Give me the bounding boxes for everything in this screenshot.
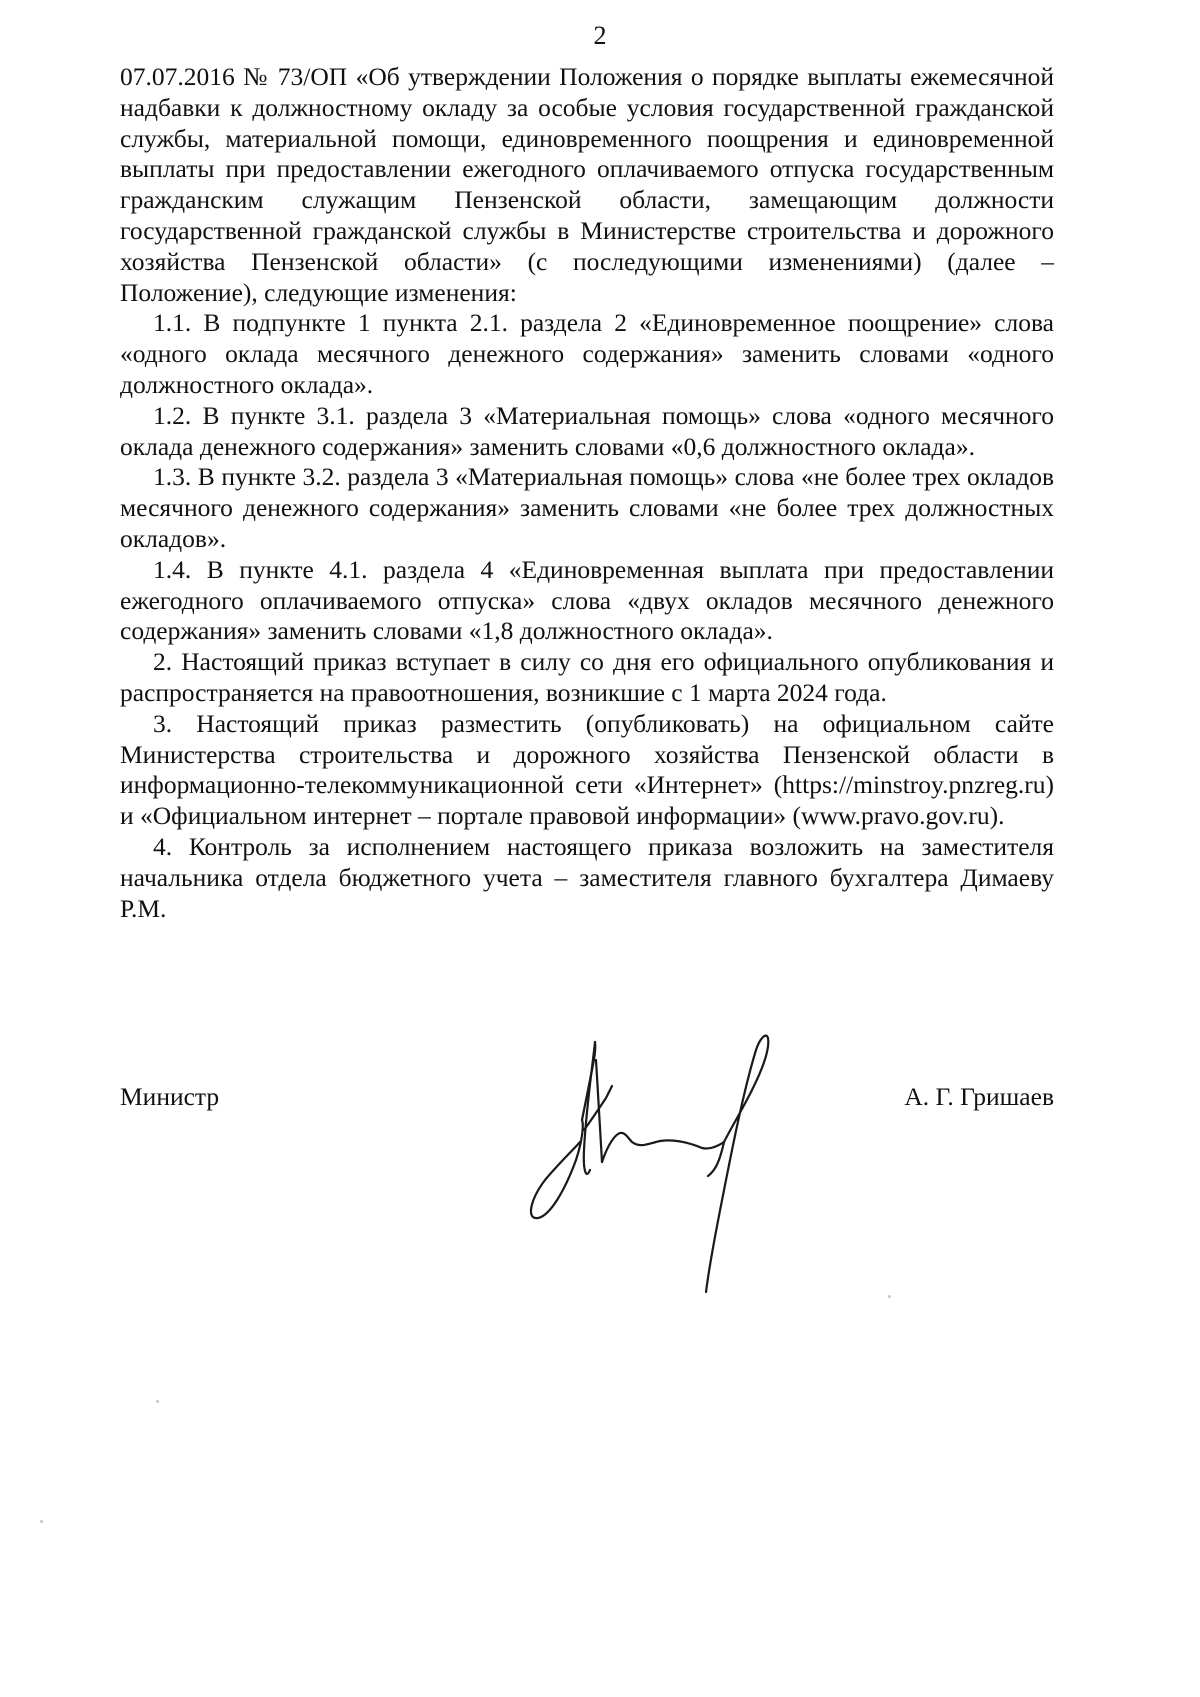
signatory-position: Министр: [120, 1082, 220, 1111]
page-number: 2: [593, 21, 607, 50]
paragraph-3: 3. Настоящий приказ разместить (опубликовать) на официальном сайте Министерства строительства и дорожного хозяйства Пензенской области в информационно-телекоммуникационной сети «Интернет» (https://minstroy.pnzreg.ru) и «Официальном интернет – портале правовой информации» (www.pravo.gov.ru).: [120, 708, 1054, 831]
signature-stroke-tail: [602, 1133, 724, 1162]
paragraph-1-3: 1.3. В пункте 3.2. раздела 3 «Материальная помощь» слова «не более трех окладов месячного денежного содержания» заменить словами «не более трех должностных окладов».: [120, 462, 1054, 553]
handwritten-signature: [520, 1030, 850, 1300]
signature-stroke-descender: [706, 1036, 768, 1292]
scan-speck: [156, 1400, 159, 1403]
paragraph-1-2: 1.2. В пункте 3.1. раздела 3 «Материальная помощь» слова «одного месячного оклада денежного содержания» заменить словами «0,6 должностного оклада».: [120, 400, 1054, 461]
signature-stroke-loop: [531, 1120, 583, 1218]
paragraph-2: 2. Настоящий приказ вступает в силу со дня его официального опубликования и распространяется на правоотношения, возникшие с 1 марта 2024 года.: [120, 647, 1054, 707]
scan-speck: [888, 1295, 891, 1298]
paragraph-1-1: 1.1. В подпункте 1 пункта 2.1. раздела 2 «Единовременное поощрение» слова «одного оклада месячного денежного содержания» заменить словами «одного должностного оклада».: [120, 308, 1054, 399]
paragraph-intro-continuation: 07.07.2016 № 73/ОП «Об утверждении Положения о порядке выплаты ежемесячной надбавки к должностному окладу за особые условия государственной гражданской службы, материальной помощи, единовременного поощрения и единовременной выплаты при предоставлении ежегодного оплачиваемого отпуска государственным гражданским служащим Пензенской области, замещающим должности государственной гражданской службы в Министерстве строительства и дорожного хозяйства Пензенской области» (с последующими изменениями) (далее – Положение), следующие изменения:: [120, 62, 1054, 307]
document-body: [120, 62, 1054, 924]
paragraph-1-4: 1.4. В пункте 4.1. раздела 4 «Единовременная выплата при предоставлении ежегодного оплачиваемого отпуска» слова «двух окладов месячного денежного содержания» заменить словами «1,8 должностного оклада».: [120, 554, 1054, 646]
paragraph-4: 4. Контроль за исполнением настоящего приказа возложить на заместителя начальника отдела бюджетного учета – заместителя главного бухгалтера Димаеву Р.М.: [120, 831, 1054, 923]
scan-speck: [40, 1520, 43, 1523]
signatory-name: А. Г. Гришаев: [904, 1082, 1054, 1111]
